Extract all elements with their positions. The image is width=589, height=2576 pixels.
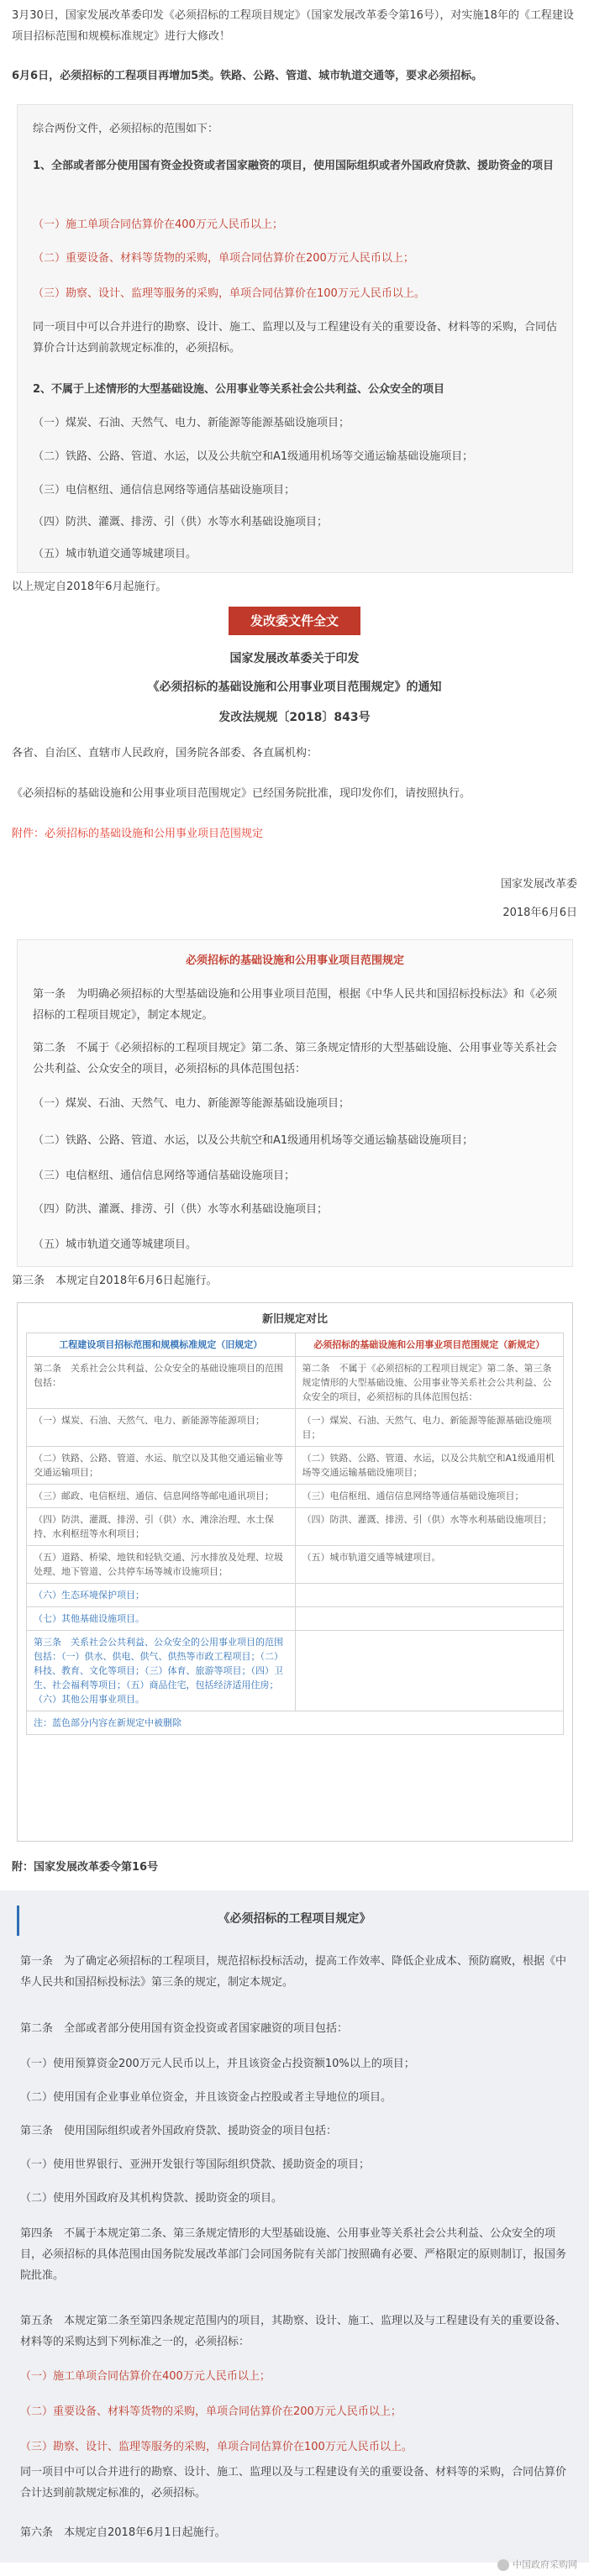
summary-s1-item-3: （三）勘察、设计、监理等服务的采购，单项合同估算价在100万元人民币以上。 (33, 287, 425, 300)
fulltext-badge: 发改委文件全文 (229, 607, 360, 635)
attachment-link[interactable]: 附件：必须招标的基础设施和公用事业项目范围规定 (12, 828, 264, 840)
summary-s1-item-1: （一）施工单项合同估算价在400万元人民币以上； (33, 218, 283, 231)
summary-s2-item-4: （四）防洪、灌溉、排涝、引（供）水等水利基础设施项目； (33, 516, 329, 528)
summary-title: 综合两份文件，必须招标的范围如下： (33, 123, 219, 135)
order16-art3-item-2: （二）使用外国政府及其机构贷款、援助资金的项目。 (20, 2192, 283, 2205)
regulation-item-4: （四）防洪、灌溉、排涝、引（供）水等水利基础设施项目； (33, 1203, 329, 1216)
order16-art2-item-1: （一）使用预算资金200万元人民币以上，并且该资金占投资额10%以上的项目； (20, 2058, 415, 2070)
new-cell: （四）防洪、灌溉、排涝、引（供）水等水利基础设施项目； (295, 1508, 564, 1546)
summary-section-1-title: 1、全部或者部分使用国有资金投资或者国家融资的项目，使用国际组织或者外国政府贷款、援助资金的项目 (33, 160, 555, 172)
table-row (27, 1409, 564, 1447)
regulation-box (17, 939, 573, 1267)
table-row (27, 1357, 564, 1409)
summary-box (17, 104, 573, 573)
notice-attachment (12, 823, 576, 844)
order16-article-4: 第四条 不属于本规定第二条、第三条规定情形的大型基础设施、公用事业等关系社会公共利益、公众安全的项目，必须招标的具体范围由国务院发展改革部门会同国务院有关部门按照确有必要、严格限定的原则制订，报国务院批准。 (20, 2227, 567, 2282)
order16-title: 《必须招标的工程项目规定》 (218, 1912, 371, 1926)
order16-art5-item-2: （二）重要设备、材料等货物的采购，单项合同估算价在200万元人民币以上； (20, 2405, 402, 2418)
summary-s1-item-2: （二）重要设备、材料等货物的采购，单项合同估算价在200万元人民币以上； (33, 252, 414, 265)
order16-art2-item-2: （二）使用国有企业事业单位资金，并且该资金占控股或者主导地位的项目。 (20, 2091, 392, 2104)
new-cell (295, 1584, 564, 1607)
new-cell: （三）电信枢纽、通信信息网络等通信基础设施项目； (295, 1485, 564, 1508)
regulation-item-2: （二）铁路、公路、管道、水运，以及公共航空和A1级通用机场等交通运输基础设施项目； (33, 1134, 474, 1147)
new-cell: 第二条 不属于《必须招标的工程项目规定》第二条、第三条规定情形的大型基础设施、公用事业等关系社会公共利益、公众安全的项目，必须招标的具体范围包括： (295, 1357, 564, 1409)
table-row (27, 1447, 564, 1485)
new-cell (295, 1607, 564, 1631)
order16-art5-item-3: （三）勘察、设计、监理等服务的采购，单项合同估算价在100万元人民币以上。 (20, 2441, 413, 2453)
old-cell: （七）其他基础设施项目。 (27, 1607, 296, 1631)
comparison-panel (17, 1302, 573, 1842)
old-cell: （三）邮政、电信枢纽、通信、信息网络等邮电通讯项目； (27, 1485, 296, 1508)
table-row (27, 1711, 564, 1735)
order16-art5-item-1: （一）施工单项合同估算价在400万元人民币以上； (20, 2370, 271, 2383)
old-cell: （四）防洪、灌溉、排涝、引（供）水、滩涂治理、水土保持、水利枢纽等水利项目； (27, 1508, 296, 1546)
new-cell: （二）铁路、公路、管道、水运，以及公共航空和A1级通用机场等交通运输基础设施项目； (295, 1447, 564, 1485)
table-row (27, 1607, 564, 1631)
summary-s2-item-1: （一）煤炭、石油、天然气、电力、新能源等能源基础设施项目； (33, 417, 350, 429)
watermark-logo-icon (497, 2559, 509, 2571)
regulation-item-1: （一）煤炭、石油、天然气、电力、新能源等能源基础设施项目； (33, 1097, 350, 1110)
notice-body: 《必须招标的基础设施和公用事业项目范围规定》已经国务院批准，现印发你们，请按照执行。 (12, 787, 471, 800)
watermark-text: 中国政府采购网 (513, 2559, 577, 2570)
table-row (27, 1546, 564, 1584)
comparison-header-row (27, 1333, 564, 1357)
summary-s2-item-5: （五）城市轨道交通等城建项目。 (33, 548, 197, 560)
order16-art5-note: 同一项目中可以合并进行的勘察、设计、施工、监理以及与工程建设有关的重要设备、材料等的采购，合同估算价合计达到前款规定标准的，必须招标。 (20, 2466, 567, 2500)
old-cell: （一）煤炭、石油、天然气、电力、新能源等能源项目； (27, 1409, 296, 1447)
order16-article-3: 第三条 使用国际组织或者外国政府贷款、援助资金的项目包括： (20, 2125, 338, 2137)
order16-article-6: 第六条 本规定自2018年6月1日起施行。 (20, 2526, 226, 2539)
intro-paragraph-2: 6月6日，必须招标的工程项目再增加5类。铁路、公路、管道、城市轨道交通等，要求必须招标。 (12, 70, 483, 82)
regulation-article-1: 第一条 为明确必须招标的大型基础设施和公用事业项目范围，根据《中华人民共和国招标投标法》和《必须招标的工程项目规定》，制定本规定。 (33, 988, 558, 1022)
comparison-title: 新旧规定对比 (261, 1313, 328, 1326)
table-row (27, 1631, 564, 1711)
comparison-table (26, 1333, 564, 1735)
comparison-note: 注：蓝色部分内容在新规定中被删除 (27, 1711, 564, 1735)
notice-title-line-2: 《必须招标的基础设施和公用事业项目范围规定》的通知 (147, 681, 442, 694)
comparison-header-old: 工程建设项目招标范围和规模标准规定（旧规定） (27, 1333, 296, 1357)
order16-article-1: 第一条 为了确定必须招标的工程项目，规范招标投标活动，提高工作效率、降低企业成本、预防腐败，根据《中华人民共和国招标投标法》第三条的规定，制定本规定。 (20, 1955, 567, 1989)
table-row (27, 1485, 564, 1508)
intro-paragraph-1: 3月30日，国家发展改革委印发《必须招标的工程项目规定》（国家发展改革委令第16号），对实施18年的《工程建设项目招标范围和规模标准规定》进行大修改！ (12, 9, 574, 43)
old-cell: 第三条 关系社会公共利益、公众安全的公用事业项目的范围包括：（一）供水、供电、供气、供热等市政工程项目；（二）科技、教育、文化等项目；（三）体育、旅游等项目；（四）卫生、社会福利等项目；（五）商品住宅，包括经济适用住房；（六）其他公用事业项目。 (27, 1631, 296, 1711)
comparison-header-new: 必须招标的基础设施和公用事业项目范围规定（新规定） (295, 1333, 564, 1357)
regulation-title: 必须招标的基础设施和公用事业项目范围规定 (185, 954, 404, 967)
notice-date: 2018年6月6日 (502, 907, 577, 919)
old-cell: （五）道路、桥梁、地铁和轻轨交通、污水排放及处理、垃圾处理、地下管道、公共停车场等城市设施项目； (27, 1546, 296, 1584)
summary-s2-item-2: （二）铁路、公路、管道、水运，以及公共航空和A1级通用机场等交通运输基础设施项目； (33, 450, 474, 463)
order16-box (0, 1890, 589, 2563)
order16-label: 附：国家发展改革委令第16号 (12, 1861, 159, 1874)
notice-title-line-1: 国家发展改革委关于印发 (229, 652, 360, 665)
new-cell: （五）城市轨道交通等城建项目。 (295, 1546, 564, 1584)
summary-s1-note: 同一项目中可以合并进行的勘察、设计、施工、监理以及与工程建设有关的重要设备、材料等的采购，合同估算价合计达到前款规定标准的，必须招标。 (33, 321, 558, 355)
order16-art3-item-1: （一）使用世界银行、亚洲开发银行等国际组织贷款、援助资金的项目； (20, 2158, 371, 2171)
notice-doc-number: 发改法规规〔2018〕843号 (218, 711, 371, 724)
effective-date-note: 以上规定自2018年6月起施行。 (12, 581, 167, 593)
table-row (27, 1584, 564, 1607)
order16-article-5: 第五条 本规定第二条至第四条规定范围内的项目，其勘察、设计、施工、监理以及与工程建设有关的重要设备、材料等的采购达到下列标准之一的，必须招标： (20, 2315, 567, 2348)
regulation-article-2: 第二条 不属于《必须招标的工程项目规定》第二条、第三条规定情形的大型基础设施、公用事业等关系社会公共利益、公众安全的项目，必须招标的具体范围包括： (33, 1042, 558, 1075)
summary-s2-item-3: （三）电信枢纽、通信信息网络等通信基础设施项目； (33, 484, 296, 497)
notice-recipients: 各省、自治区、直辖市人民政府，国务院各部委、各直属机构： (12, 747, 318, 760)
notice-signature: 国家发展改革委 (500, 878, 577, 891)
regulation-article-3: 第三条 本规定自2018年6月6日起施行。 (12, 1275, 218, 1287)
table-row (27, 1508, 564, 1546)
order16-article-2: 第二条 全部或者部分使用国有资金投资或者国家融资的项目包括： (20, 2022, 349, 2035)
new-cell: （一）煤炭、石油、天然气、电力、新能源等能源基础设施项目； (295, 1409, 564, 1447)
summary-section-2-title: 2、不属于上述情形的大型基础设施、公用事业等关系社会公共利益、公众安全的项目 (33, 383, 445, 396)
new-cell (295, 1631, 564, 1711)
regulation-item-3: （三）电信枢纽、通信信息网络等通信基础设施项目； (33, 1170, 296, 1182)
regulation-item-5: （五）城市轨道交通等城建项目。 (33, 1238, 197, 1251)
old-cell: 第二条 关系社会公共利益、公众安全的基础设施项目的范围包括： (27, 1357, 296, 1409)
watermark (497, 2558, 577, 2571)
old-cell: （六）生态环境保护项目； (27, 1584, 296, 1607)
old-cell: （二）铁路、公路、管道、水运、航空以及其他交通运输业等交通运输项目； (27, 1447, 296, 1485)
